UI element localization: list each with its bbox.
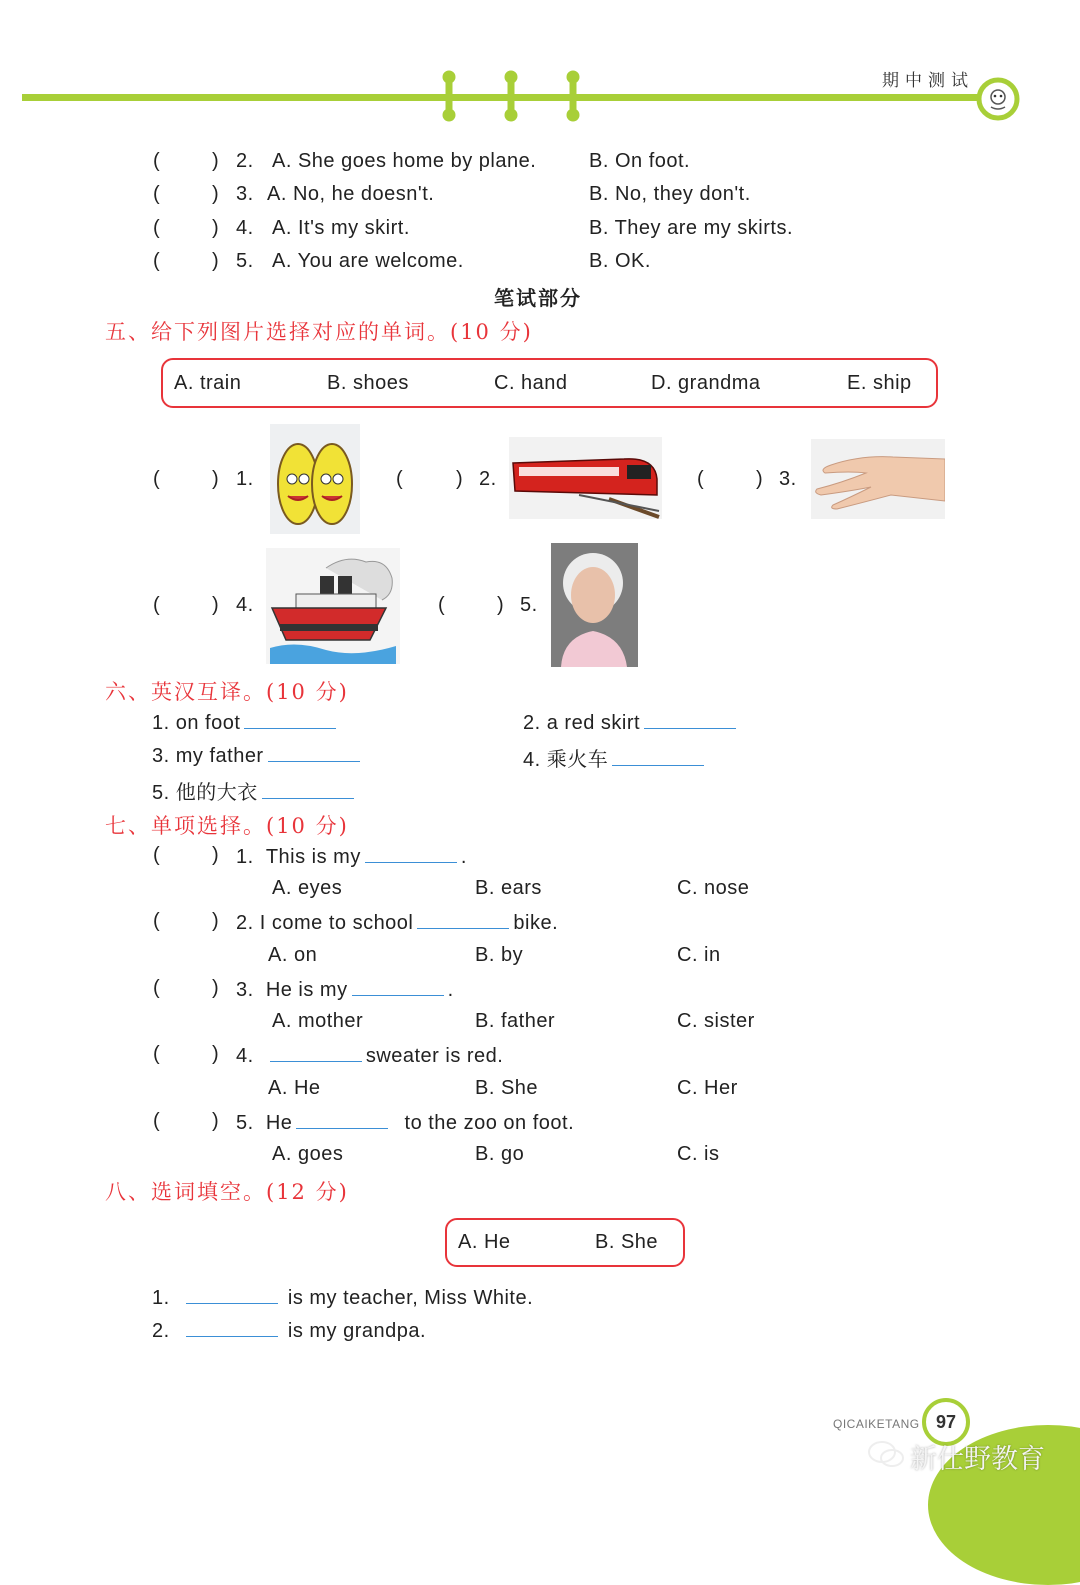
answer-blank[interactable]: [186, 1318, 278, 1337]
fill-sentence: 1. is my teacher, Miss White.: [152, 1287, 534, 1309]
word-option: A. He: [458, 1231, 511, 1253]
fill-sentence: 2. is my grandpa.: [152, 1320, 427, 1342]
translation-item: 1. on foot: [152, 710, 340, 735]
hand-image: [811, 439, 945, 519]
page-number: 97: [935, 1412, 957, 1432]
answer-blank[interactable]: [644, 710, 736, 729]
translation-item: 2. a red skirt: [523, 710, 740, 735]
watermark: 新仕野教育: [910, 1444, 1045, 1475]
header-section-title: 期中测试: [882, 71, 974, 91]
answer-blank[interactable]: [244, 710, 336, 729]
answer-blank[interactable]: [262, 780, 354, 799]
answer-blank[interactable]: [296, 1110, 388, 1129]
word-option: A. train: [174, 372, 242, 394]
answer-blank[interactable]: [352, 977, 444, 996]
header-dumbbell-decor: [438, 68, 588, 124]
ship-image: [266, 548, 400, 664]
shoes-image: [270, 424, 360, 534]
footer-brand: QICAIKETANG: [833, 1417, 920, 1431]
word-option: B. She: [595, 1231, 659, 1253]
word-option: D. grandma: [651, 372, 761, 394]
translation-item: 3. my father: [152, 743, 364, 768]
grandma-image: [551, 543, 638, 667]
translation-item: 4. 乘火车: [523, 743, 708, 772]
answer-blank[interactable]: [268, 743, 360, 762]
written-part-title: 笔试部分: [494, 286, 582, 310]
section7-title: 七、单项选择。(10 分): [105, 814, 349, 838]
section8-title: 八、选词填空。(12 分): [105, 1180, 349, 1204]
wechat-icon: [866, 1438, 906, 1470]
answer-blank[interactable]: [365, 844, 457, 863]
section5-title: 五、给下列图片选择对应的单词。(10 分): [105, 320, 533, 344]
mascot-icon: [976, 77, 1020, 121]
answer-blank[interactable]: [186, 1285, 278, 1304]
answer-blank[interactable]: [612, 747, 704, 766]
answer-blank[interactable]: [417, 910, 509, 929]
translation-item: 5. 他的大衣: [152, 776, 358, 805]
section6-title: 六、英汉互译。(10 分): [105, 680, 349, 704]
word-option: E. ship: [847, 372, 912, 394]
word-option: B. shoes: [327, 372, 409, 394]
answer-blank[interactable]: [270, 1043, 362, 1062]
train-image: [509, 437, 662, 519]
word-option: C. hand: [494, 372, 568, 394]
